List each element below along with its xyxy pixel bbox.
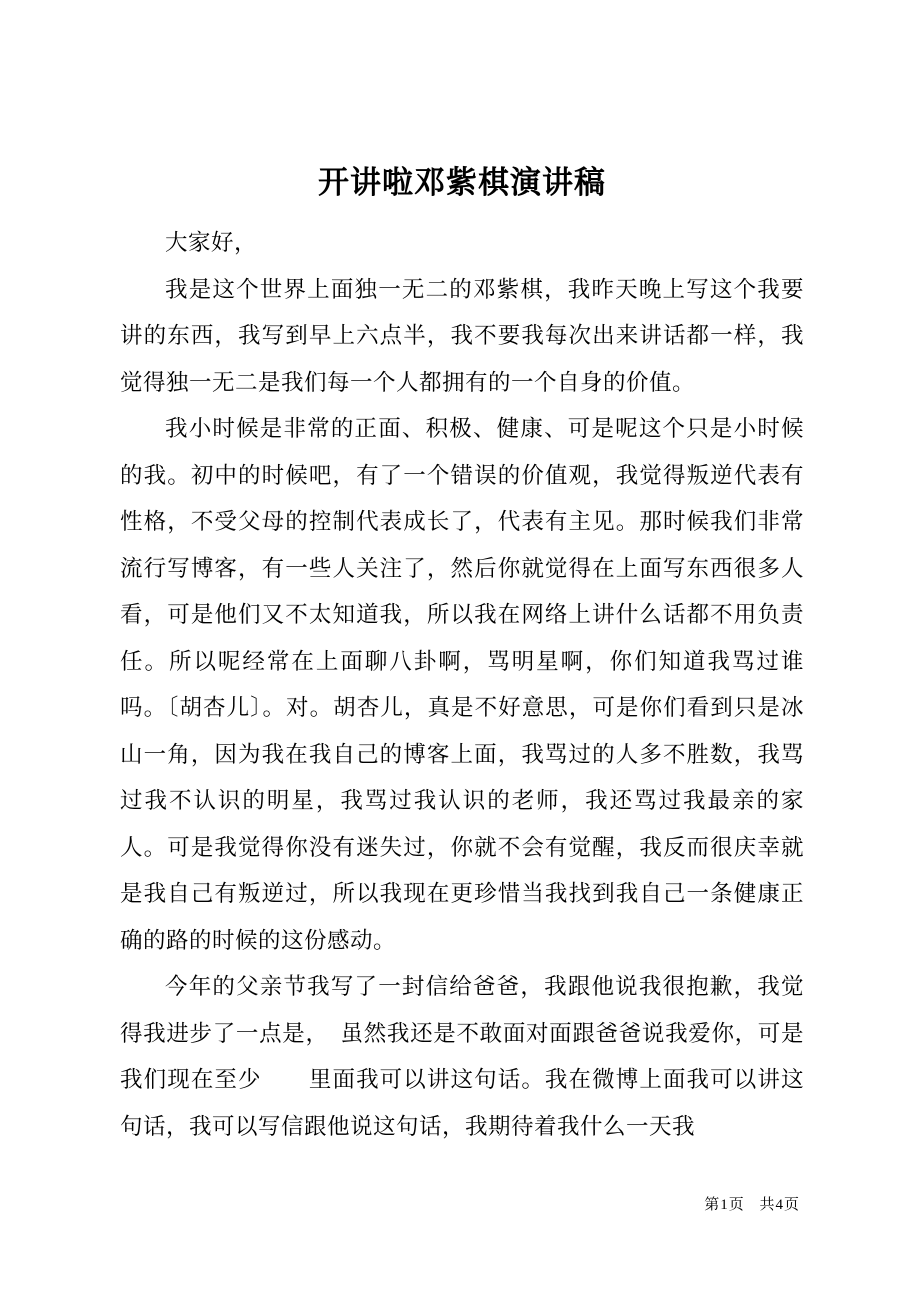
page-total-label: 共4页 — [759, 1197, 800, 1213]
paragraph-intro: 我是这个世界上面独一无二的邓紫棋，我昨天晚上写这个我要讲的东西，我写到早上六点半，我不要我每次出来讲话都一样，我觉得独一无二是我们每一个人都拥有的一个自身的价值。 — [120, 276, 804, 395]
document-title: 开讲啦邓紫棋演讲稿 — [318, 165, 606, 200]
paragraph-fathers-day: 今年的父亲节我写了一封信给爸爸，我跟他说我很抱歉，我觉得我进步了一点是， 虽然我还是不敢面对面跟爸爸说我爱你，可是我们现在至少 里面我可以讲这句话。我在微博上面我可以讲这句话，我可以写信跟他说这句话，我期待着我什么一天我 — [120, 974, 804, 1139]
page-number-label: 第1页 — [704, 1197, 745, 1213]
page-footer — [704, 1193, 800, 1214]
paragraph-childhood: 我小时候是非常的正面、积极、健康、可是呢这个只是小时候的我。初中的时候吧，有了一个错误的价值观，我觉得叛逆代表有性格，不受父母的控制代表成长了，代表有主见。那时候我们非常流行写博客，有一些人关注了，然后你就觉得在上面写东西很多人看，可是他们又不太知道我，所以我在网络上讲什么话都不用负责任。所以呢经常在上面聊八卦啊，骂明星啊，你们知道我骂过谁吗。〔胡杏儿〕。对。胡杏儿，真是不好意思，可是你们看到只是冰山一角，因为我在我自己的博客上面，我骂过的人多不胜数，我骂过我不认识的明星，我骂过我认识的老师，我还骂过我最亲的家人。可是我觉得你没有迷失过，你就不会有觉醒，我反而很庆幸就是我自己有叛逆过，所以我现在更珍惜当我找到我自己一条健康正确的路的时候的这份感动。 — [120, 416, 804, 953]
document-content — [120, 160, 804, 1150]
paragraph-greeting: 大家好， — [165, 230, 258, 255]
